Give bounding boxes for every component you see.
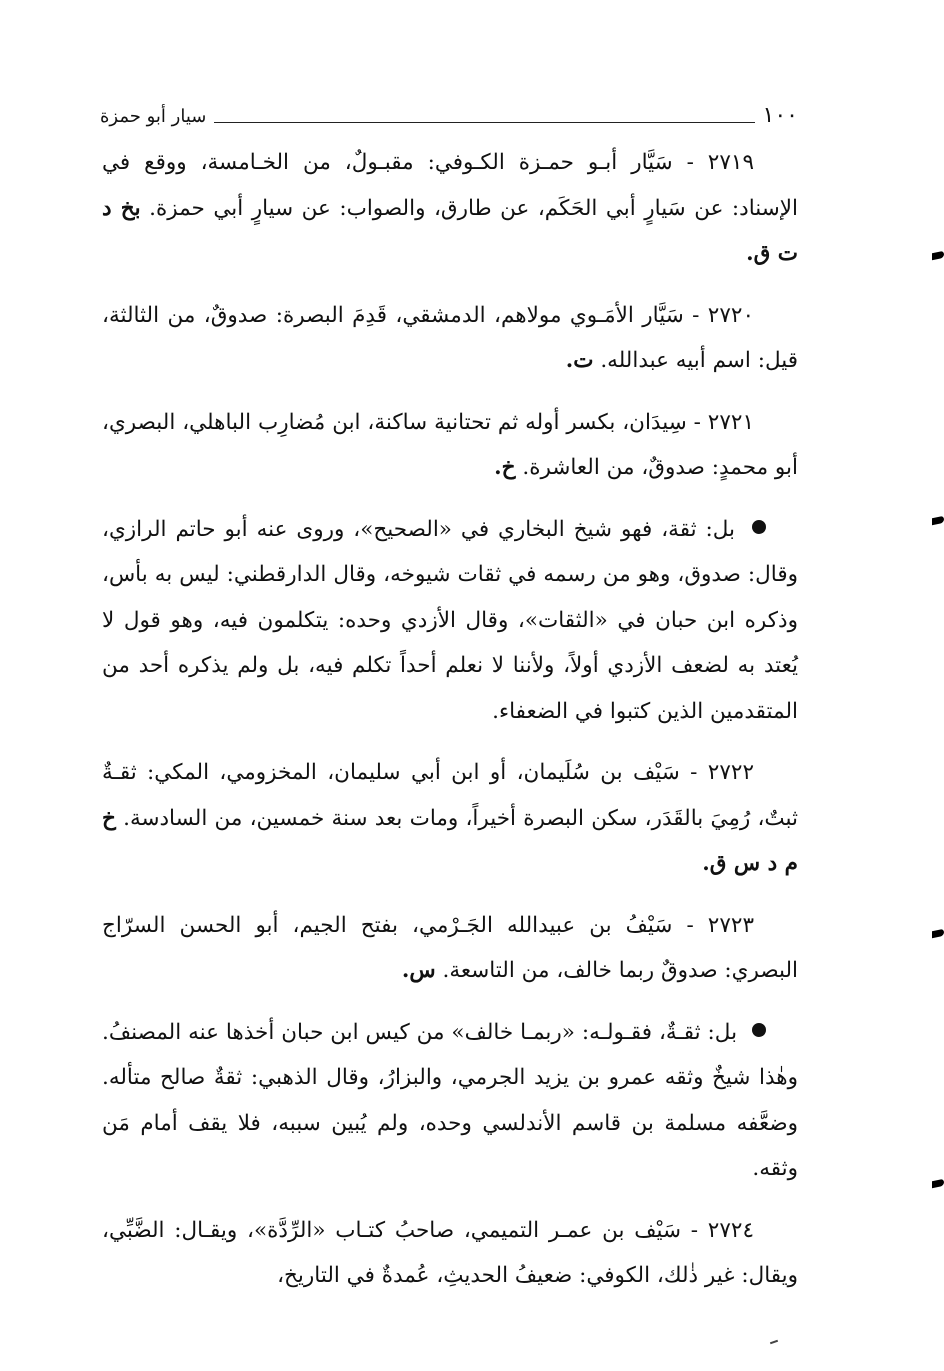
running-title: سيار أبو حمزة	[100, 106, 207, 127]
binding-mark	[932, 929, 944, 939]
running-header	[100, 96, 798, 130]
page-number: ١٠٠	[762, 103, 798, 128]
entry-text: ٢٧٢٣ - سَيْفُ بن عبيدالله الجَـرْمي، بفتح الجيم، أبو الحسن السرّاج البصري: صدوقٌ ربما خالف، من التاسعة.	[102, 912, 798, 983]
binding-mark	[932, 1179, 944, 1189]
entry-2720	[102, 293, 798, 384]
header-rule	[214, 122, 754, 123]
editor-note	[102, 1010, 798, 1192]
entry-sigla: س.	[401, 958, 436, 983]
entry-text: ٢٧٢٤ - سَيْف بن عمـر التميمي، صاحبُ كتـاب «الرِّدَّة»، ويقـال: الضَّبِّي، ويقال: غير ذٰلك، الكوفي: ضعيفُ الحديثِ، عُمدةٌ في التاريخ،	[102, 1217, 798, 1288]
note-text: بل: ثقة، فهو شيخ البخاري في «الصحيح»، وروى عنه أبو حاتم الرازي، وقال: صدوق، وهو من رسمه في ثقات شيوخه، وقال الدارقطني: ليس به بأس، وذكره ابن حبان في «الثقات»، وقال الأزدي وحده: يتكلمون فيه، وهو قول لا يُعتد به لضعف الأزدي أولاً، ولأننا لا نعلم أحداً تكلم فيه، بل ولم يذكره أحد من المتقدمين الذين كتبوا في الضعفاء.	[102, 516, 798, 724]
entry-sigla: بخ د ت ق.	[102, 195, 798, 266]
entry-sigla: خ م د س ق.	[102, 805, 798, 876]
entry-sigla: ت.	[565, 348, 594, 373]
entry-text: ٢٧٢١ - سِيدَان، بكسر أوله ثم تحتانية ساكنة، ابن مُضارِب الباهلي، البصري، أبو محمدٍ: صدوقٌ، من العاشرة.	[102, 409, 798, 480]
entry-text: ٢٧٢٢ - سَيْف بن سُلَيمان، أو ابن أبي سليمان، المخزومي، المكي: ثقـةٌ ثبتٌ، رُمِيَ بالقَدَر، سكن البصرة أخيراً، ومات بعد سنة خمسين، من السادسة.	[102, 760, 798, 831]
binding-mark	[932, 251, 944, 261]
entry-2721	[102, 400, 798, 491]
entry-2724	[102, 1208, 798, 1299]
editor-note	[102, 507, 798, 735]
entry-2723	[102, 903, 798, 994]
page-body	[102, 140, 798, 1315]
entry-2722	[102, 750, 798, 887]
bullet-icon	[752, 520, 766, 534]
entry-text: ٢٧٢٠ - سَيَّار الأمَـوي مولاهم، الدمشقي، قَدِمَ البصرة: صدوقٌ، من الثالثة، قيل: اسم أبيه عبدالله.	[102, 302, 798, 373]
entry-2719	[102, 140, 798, 277]
bullet-icon	[752, 1023, 766, 1037]
entry-sigla: خ.	[494, 455, 516, 480]
note-text: بل: ثقـةٌ، فقـولـه: «ربمـا خالف» من كيس ابن حبان أخذها عنه المصنفُ. وهٰذا شيخٌ وثقه عمرو بن يزيد الجرمي، والبزارُ، وقال الذهبي: ثقةٌ صالح متأله. وضعَّفه مسلمة بن قاسم الأندلسي وحده، ولم يُبين سببه، فلا يقف أمام مَن وثقه.	[102, 1019, 798, 1181]
entry-text: ٢٧١٩ - سَيَّار أبـو حمـزة الكـوفي: مقبـولٌ، من الخـامسة، ووقع في الإسناد: عن سَيارٍ أبي الحَكَم، عن طارق، والصواب: عن سيارٍ أبي حمزة.	[102, 150, 799, 221]
stray-mark	[770, 1340, 778, 1345]
binding-mark	[932, 516, 944, 526]
